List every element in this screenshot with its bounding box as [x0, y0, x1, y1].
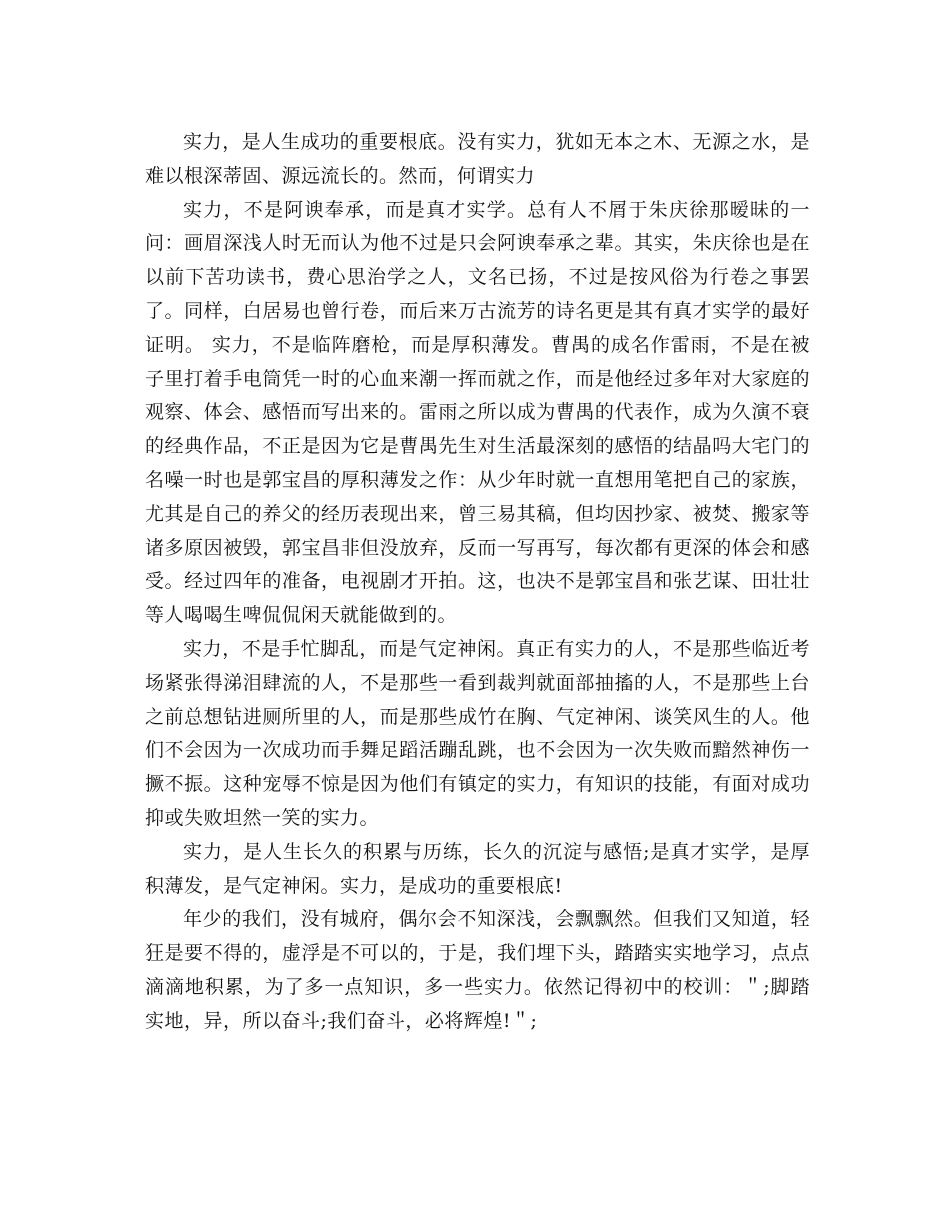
paragraph-5: 年少的我们，没有城府，偶尔会不知深浅，会飘飘然。但我们又知道，轻狂是要不得的，虚浮是不可以的，于是，我们埋下头，踏踏实实地学习，点点滴滴地积累，为了多一点知识，多一些实力。依然记得初中的校训：＂;脚踏实地，异，所以奋斗;我们奋斗，必将辉煌!＂;	[145, 908, 810, 1032]
essay-body	[145, 126, 810, 1039]
paragraph-2: 实力，不是阿谀奉承，而是真才实学。总有人不屑于朱庆徐那暧昧的一问：画眉深浅人时无而认为他不过是只会阿谀奉承之辈。其实，朱庆徐也是在以前下苦功读书，费心思治学之人，文名已扬，不过是按风俗为行卷之事罢了。同样，白居易也曾行卷，而后来万古流芳的诗名更是其有真才实学的最好证明。 实力，不是临阵磨枪，而是厚积薄发。曹禺的成名作雷雨，不是在被子里打着手电筒凭一时的心血来潮一挥而就之作，而是他经过多年对大家庭的观察、体会、感悟而写出来的。雷雨之所以成为曹禺的代表作，成为久演不衰的经典作品，不正是因为它是曹禺先生对生活最深刻的感悟的结晶吗大宅门的名噪一时也是郭宝昌的厚积薄发之作：从少年时就一直想用笔把自己的家族，尤其是自己的养父的经历表现出来，曾三易其稿，但均因抄家、被焚、搬家等诸多原因被毁，郭宝昌非但没放弃，反而一写再写，每次都有更深的体会和感受。经过四年的准备，电视剧才开拍。这，也决不是郭宝昌和张艺谋、田壮壮等人喝喝生啤侃侃闲天就能做到的。	[145, 198, 810, 627]
paragraph-4: 实力，是人生长久的积累与历练，长久的沉淀与感悟;是真才实学，是厚积薄发，是气定神闲。实力，是成功的重要根底!	[145, 840, 810, 897]
paragraph-1: 实力，是人生成功的重要根底。没有实力，犹如无本之木、无源之水，是难以根深蒂固、源远流长的。然而，何谓实力	[145, 131, 810, 187]
paragraph-3: 实力，不是手忙脚乱，而是气定神闲。真正有实力的人，不是那些临近考场紧张得涕泪肆流的人，不是那些一看到裁判就面部抽搐的人，不是那些上台之前总想钻进厕所里的人，而是那些成竹在胸、气定神闲、谈笑风生的人。他们不会因为一次成功而手舞足蹈活蹦乱跳，也不会因为一次失败而黯然神伤一撅不振。这种宠辱不惊是因为他们有镇定的实力，有知识的技能，有面对成功抑或失败坦然一笑的实力。	[145, 637, 810, 829]
